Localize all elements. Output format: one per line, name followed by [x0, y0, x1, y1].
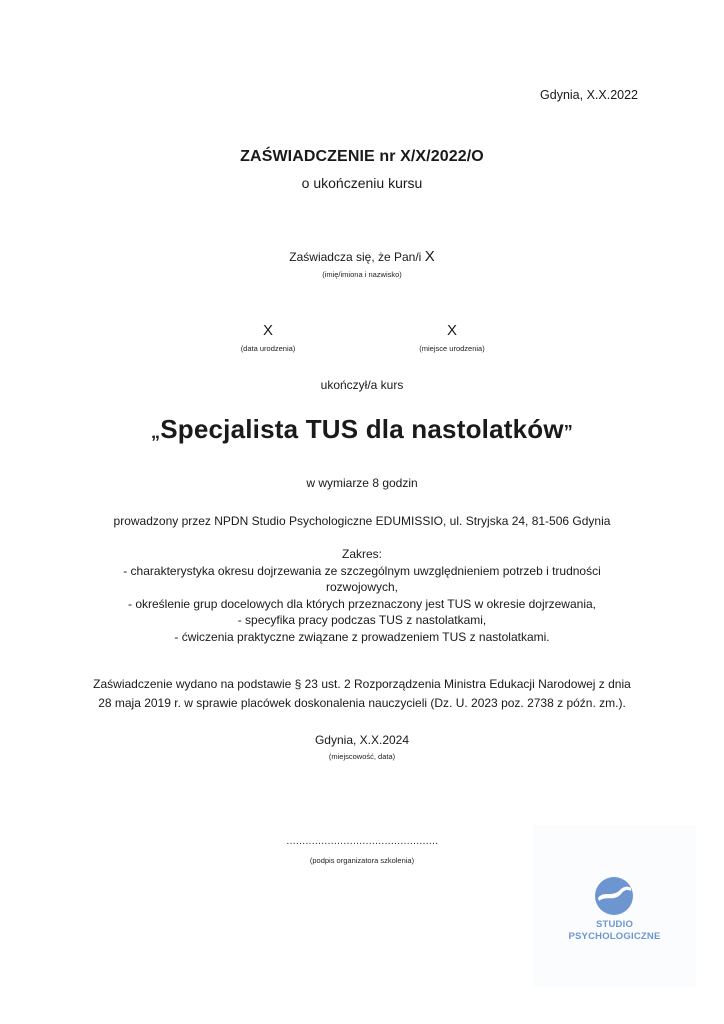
birth-date-field — [188, 322, 348, 353]
certificate-title: ZAŚWIADCZENIE nr X/X/2022/O — [240, 148, 484, 165]
studio-logo — [533, 825, 696, 987]
birth-place-caption: (miejsce urodzenia) — [419, 344, 485, 353]
signature-line: ………………………………………… — [286, 836, 438, 847]
close-quote: ” — [563, 422, 573, 442]
course-organizer: prowadzony przez NPDN Studio Psychologiczne EDUMISSIO, ul. Stryjska 24, 81-506 Gdynia — [113, 514, 611, 528]
legal-line: Zaświadczenie wydano na podstawie § 23 ust. 2 Rozporządzenia Ministra Edukacji Narodowej z dnia — [93, 677, 631, 691]
scope-section — [0, 546, 724, 645]
course-title — [0, 414, 724, 445]
header-place-date: Gdynia, X.X.2022 — [540, 88, 638, 102]
scope-item: - specyfika pracy podczas TUS z nastolatkami, — [237, 613, 487, 627]
completed-label: ukończył/a kurs — [320, 378, 404, 392]
attestation-prefix: Zaświadcza się, że Pan/i — [289, 250, 422, 264]
issue-caption: (miejscowość, data) — [328, 752, 396, 761]
birth-place-field — [372, 322, 532, 353]
legal-basis — [0, 675, 724, 713]
scope-item: - ćwiczenia praktyczne związane z prowadzeniem TUS z nastolatkami. — [174, 629, 550, 644]
scope-item: - określenie grup docelowych dla których przeznaczony jest TUS w okresie dojrzewania, — [128, 596, 596, 611]
scope-item: - charakterystyka okresu dojrzewania ze szczególnym uwzględnieniem potrzeb i trudności — [123, 563, 601, 578]
legal-line: 28 maja 2019 r. w sprawie placówek doskonalenia nauczycieli (Dz. U. 2023 poz. 2738 z późn. zm.). — [98, 696, 626, 710]
certificate-subtitle: o ukończeniu kursu — [301, 175, 423, 191]
participant-name-caption: (imię/imiona i nazwisko) — [322, 270, 402, 279]
logo-line-studio: STUDIO — [595, 919, 634, 930]
participant-name-value: X — [424, 248, 435, 265]
course-name: Specjalista TUS dla nastolatków — [160, 414, 564, 444]
studio-logo-mark-icon — [594, 876, 634, 916]
studio-logo-text — [533, 919, 696, 943]
logo-line-psychologiczne: PSYCHOLOGICZNE — [568, 931, 661, 942]
birth-place-value: X — [446, 322, 457, 339]
issue-place-date: Gdynia, X.X.2024 — [314, 733, 410, 747]
scope-item: rozwojowych, — [325, 580, 399, 594]
course-hours: w wymiarze 8 godzin — [306, 476, 418, 490]
scope-heading: Zakres: — [341, 547, 382, 561]
signature-caption: (podpis organizatora szkolenia) — [309, 856, 415, 865]
attestation-line — [0, 248, 724, 265]
open-quote: „ — [151, 422, 161, 442]
birth-date-value: X — [262, 322, 273, 339]
birth-date-caption: (data urodzenia) — [240, 344, 296, 353]
